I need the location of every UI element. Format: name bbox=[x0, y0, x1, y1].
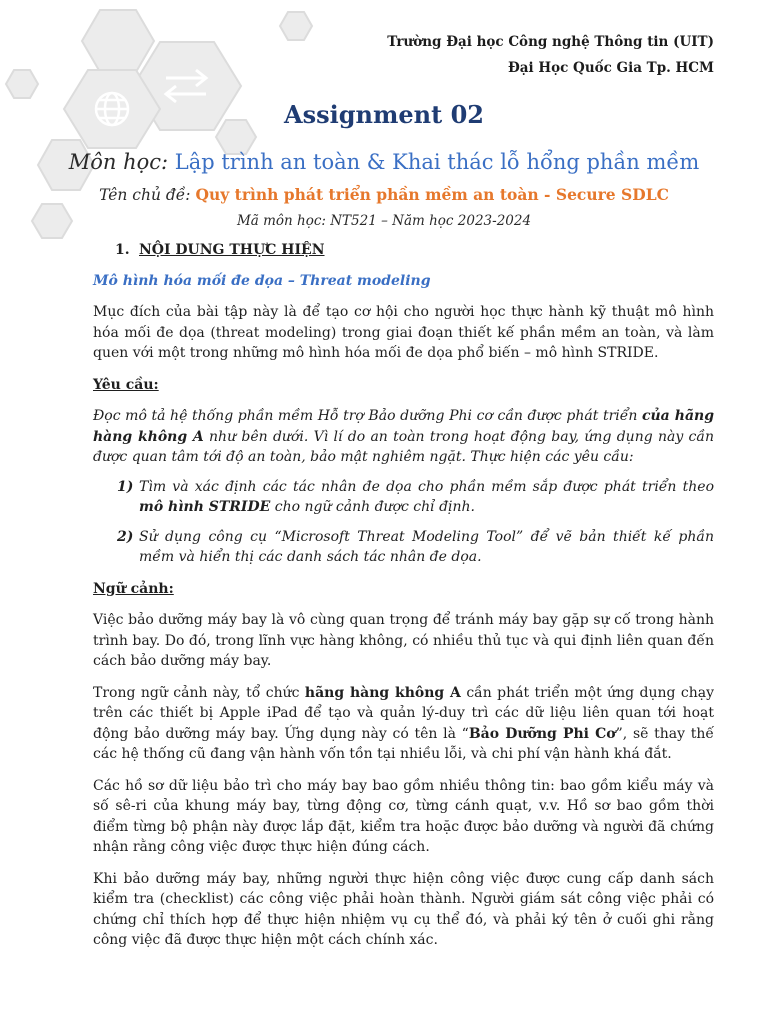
section-title: NỘI DUNG THỰC HIỆN bbox=[139, 242, 325, 258]
institution-name: Trường Đại học Công nghệ Thông tin (UIT) bbox=[387, 34, 714, 50]
intro-paragraph: Mục đích của bài tập này là để tạo cơ hội cho người học thực hành kỹ thuật mô hình hóa mối đe dọa (threat modeling) trong giai đoạn thiết kế phần mềm an toàn, và làm quen với một trong những mô hình hóa mối đe dọa phổ biến – mô hình STRIDE. bbox=[93, 304, 714, 361]
text-span: Trong ngữ cảnh này, tổ chức bbox=[93, 684, 305, 701]
section-heading bbox=[93, 240, 714, 261]
subject-line bbox=[0, 150, 768, 174]
requirements-label: Yêu cầu: bbox=[93, 376, 159, 393]
hexagon-shape bbox=[280, 12, 312, 40]
topic-line bbox=[0, 185, 768, 204]
list-item bbox=[93, 527, 714, 568]
topic-value: Quy trình phát triển phần mềm an toàn - Secure SDLC bbox=[195, 185, 669, 204]
text-span: như bên dưới. Vì lí do an toàn trong hoạt động bay, ứng dụng này cần được quan tâm tới độ an toàn, bảo mật nghiêm ngặt. Thực hiện các yêu cầu: bbox=[93, 428, 714, 465]
context-paragraph: Khi bảo dưỡng máy bay, những người thực hiện công việc được cung cấp danh sách kiểm tra (checklist) các công việc phải hoàn thành. Người giám sát công việc phải có chứng chỉ thích hợp để thực hiện nhiệm vụ cụ thể đó, và phải ký tên ở cuối ghi rằng công việc đã được thực hiện một cách chính xác. bbox=[93, 870, 714, 948]
text-span: Sử dụng công cụ “Microsoft Threat Modeling Tool” để vẽ bản thiết kế phần mềm và hiển thị các danh sách tác nhân đe dọa. bbox=[139, 528, 714, 565]
document-body bbox=[93, 238, 714, 951]
text-span: cho ngữ cảnh được chỉ định. bbox=[270, 499, 475, 515]
context-paragraph bbox=[93, 683, 714, 765]
requirements-description bbox=[93, 406, 714, 468]
context-paragraph: Các hồ sơ dữ liệu bảo trì cho máy bay bao gồm nhiều thông tin: bao gồm kiểu máy và số sê-ri của khung máy bay, từng động cơ, từng cánh quạt, v.v. Hồ sơ bao gồm thời điểm từng bộ phận này được lắp đặt, kiểm tra hoặc được bảo dưỡng và người đã chứng nhận rằng công việc được thực hiện đúng cách. bbox=[93, 777, 714, 855]
bold-span: Bảo Dưỡng Phi Cơ bbox=[468, 725, 616, 742]
hexagon-shape bbox=[82, 10, 154, 72]
list-text bbox=[139, 527, 714, 568]
bold-span: của hãng hàng không A bbox=[93, 408, 714, 445]
bold-span: hãng hàng không A bbox=[304, 684, 461, 701]
context-label: Ngữ cảnh: bbox=[93, 580, 174, 597]
context-paragraph: Việc bảo dưỡng máy bay là vô cùng quan trọng để tránh máy bay gặp sự cố trong hành trình bay. Do đó, trong lĩnh vực hàng không, có nhiều thủ tục và qui định liên quan đến cách bảo dưỡng máy bay. bbox=[93, 612, 714, 669]
document-title: Assignment 02 bbox=[284, 100, 484, 129]
bold-span: mô hình STRIDE bbox=[139, 499, 271, 515]
course-code: Mã môn học: NT521 – Năm học 2023-2024 bbox=[236, 213, 532, 229]
list-number: 2) bbox=[117, 528, 134, 545]
hexagon-shape bbox=[6, 70, 38, 98]
list-item bbox=[93, 477, 714, 518]
subheading: Mô hình hóa mối đe dọa – Threat modeling bbox=[93, 272, 431, 289]
text-span: Đọc mô tả hệ thống phần mềm Hỗ trợ Bảo dưỡng Phi cơ cần được phát triển bbox=[93, 408, 642, 424]
university-name: Đại Học Quốc Gia Tp. HCM bbox=[508, 60, 714, 76]
list-text bbox=[139, 477, 714, 518]
text-span: ”, sẽ thay thế các hệ thống cũ đang vận hành vốn tồn tại nhiều lỗi, và chi phí vận hành khá đắt. bbox=[93, 725, 714, 762]
list-number: 1) bbox=[117, 478, 134, 495]
text-span: cần phát triển một ứng dụng chạy trên các thiết bị Apple iPad để tạo và quản lý-duy trì các dữ liệu liên quan tới hoạt động bảo dưỡng máy bay. Ứng dụng này có tên là “ bbox=[93, 684, 714, 742]
text-span: Tìm và xác định các tác nhân đe dọa cho phần mềm sắp được phát triển theo bbox=[139, 478, 714, 495]
topic-label: Tên chủ đề: bbox=[99, 186, 191, 204]
section-number: 1. bbox=[115, 242, 130, 258]
subject-value: Lập trình an toàn & Khai thác lỗ hổng phần mềm bbox=[174, 150, 700, 174]
subject-label: Môn học: bbox=[68, 150, 169, 174]
